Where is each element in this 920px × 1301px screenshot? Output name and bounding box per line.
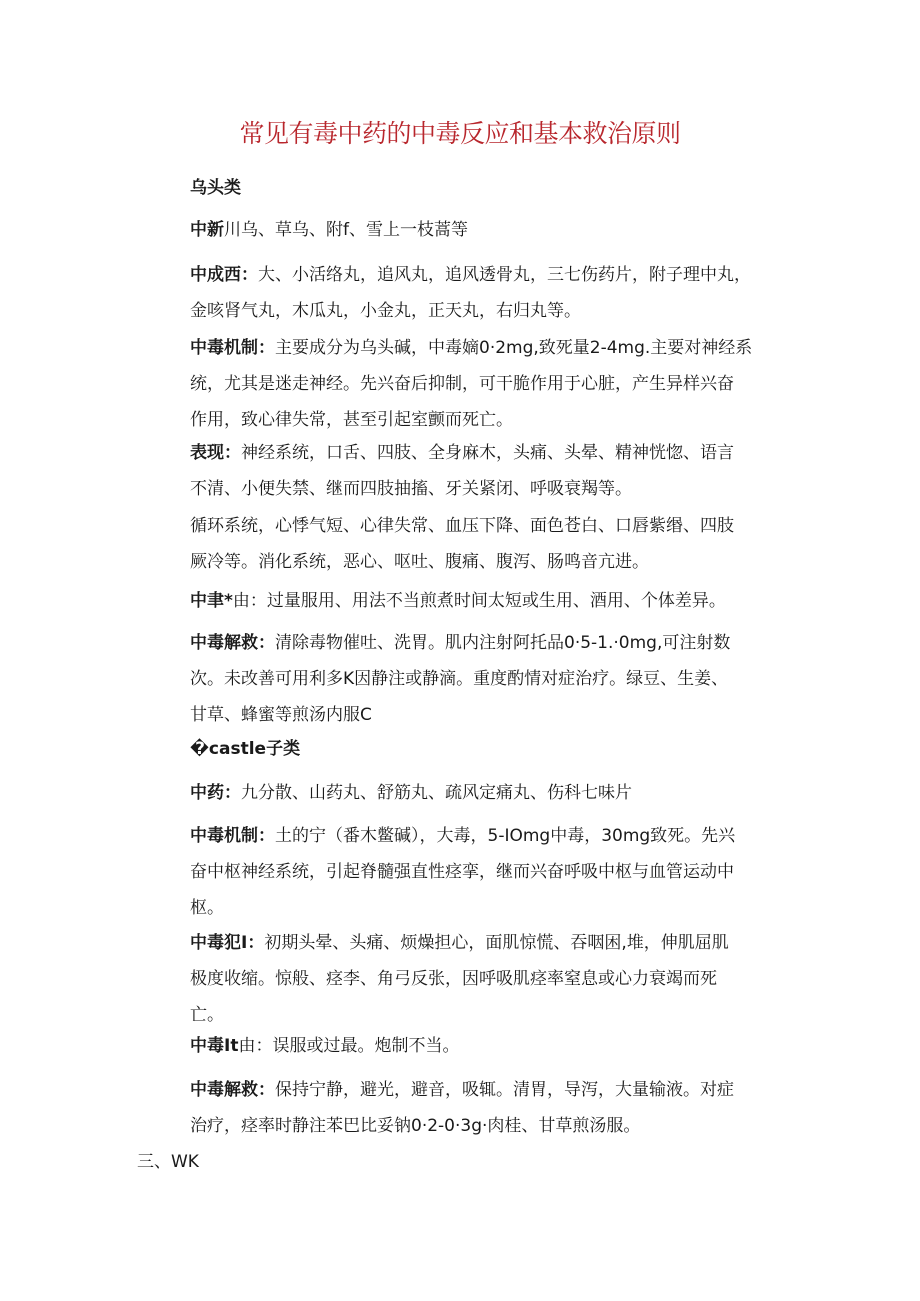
paragraph-cause-2 — [190, 1028, 800, 1064]
document-title: 常见有毒中药的中毒反应和基本救治原则 — [239, 119, 681, 148]
paragraph-label: 中毒It — [190, 1036, 239, 1056]
paragraph-line: 中毒解救：保持宁静，避光，避音，吸辄。清胃，导泻，大量输液。对症 — [190, 1080, 734, 1100]
paragraph-line: 中毒解救：清除毒物催吐、洗胃。肌内注射阿托品0·5-1.·0mg,可注射数 — [190, 633, 731, 653]
paragraph-label: 中毒机制： — [190, 826, 275, 846]
paragraph-line: 不清、小便失禁、继而四肢抽搐、牙关紧闭、呼吸衰羯等。 — [190, 479, 632, 499]
paragraph-line: 作用，致心律失常，甚至引起室颤而死亡。 — [190, 410, 513, 430]
paragraph-label: 中毒解救： — [190, 1080, 275, 1100]
section-number-three: 三、WK — [137, 1152, 199, 1172]
section-heading-aconite: 乌头类 — [190, 178, 241, 198]
paragraph-circulatory — [190, 508, 800, 580]
paragraph-label: 中毒犯I： — [190, 933, 265, 953]
paragraph-label: 表现： — [190, 443, 241, 463]
paragraph-medicines — [190, 775, 800, 811]
paragraph-line: 金咳肾气丸，木瓜丸，小金丸，正天丸，右归丸等。 — [190, 301, 581, 321]
paragraph-toxic-mechanism — [190, 330, 800, 438]
paragraph-line: 极度收缩。惊般、痉李、角弓反张，因呼吸肌痉率窒息或心力衰竭而死 — [190, 969, 717, 989]
paragraph-toxic-mechanism-2 — [190, 818, 800, 926]
paragraph-patent-medicines — [190, 257, 800, 329]
paragraph-line: 厥冷等。消化系统，恶心、呕吐、腹痛、腹泻、肠鸣音亢进。 — [190, 552, 649, 572]
paragraph-line: 次。未改善可用利多K因静注或静滴。重度酌情对症治疗。绿豆、生姜、 — [190, 669, 729, 689]
paragraph-line: 亡。 — [190, 1005, 224, 1025]
paragraph-line: 治疗，痉率时静注苯巴比妥钠0·2-0·3g·肉桂、甘草煎汤服。 — [190, 1116, 641, 1136]
paragraph-symptoms — [190, 435, 800, 507]
paragraph-label: 中毒解救： — [190, 633, 275, 653]
paragraph-line: 统，尤其是迷走神经。先兴奋后抑制，可干脆作用于心脏，产生异样兴奋 — [190, 374, 734, 394]
paragraph-line: 奋中枢神经系统，引起脊髓强直性痉挛，继而兴奋呼吸中枢与血管运动中 — [190, 862, 734, 882]
paragraph-line: 枢。 — [190, 898, 224, 918]
paragraph-symptoms-2 — [190, 925, 800, 1033]
paragraph-cause — [190, 583, 800, 619]
paragraph-line: 中聿*由：过量服用、用法不当煎煮时间太短或生用、酒用、个体差异。 — [190, 591, 726, 611]
paragraph-label: 中新 — [190, 220, 224, 240]
paragraph-line: 中新川乌、草乌、附f、雪上一枝蒿等 — [190, 220, 468, 240]
paragraph-label: 中毒机制： — [190, 338, 275, 358]
paragraph-line: 中药：九分散、山药丸、舒筋丸、疏风定痛丸、伤科七味片 — [190, 783, 632, 803]
paragraph-herbs — [190, 212, 800, 248]
paragraph-line: 中毒It由：误服或过最。炮制不当。 — [190, 1036, 460, 1056]
paragraph-treatment-2 — [190, 1072, 800, 1144]
section-heading-strychnos: �castle子类 — [190, 739, 301, 759]
paragraph-line: 中毒犯I：初期头晕、头痛、烦燥担心，面肌惊慌、吞咽困,堆，伸肌屈肌 — [190, 933, 729, 953]
paragraph-line: 循环系统，心悸气短、心律失常、血压下降、面色苍白、口唇紫缗、四肢 — [190, 516, 734, 536]
paragraph-line: 中毒机制：主要成分为乌头碱，中毒嫡0·2mg,致死量2-4mg.主要对神经系 — [190, 338, 753, 358]
paragraph-label: 中药： — [190, 783, 241, 803]
paragraph-line: 中成西：大、小活络丸，追风丸，追风透骨丸，三七伤药片，附子理中丸， — [190, 265, 751, 285]
paragraph-treatment — [190, 625, 800, 733]
paragraph-line: 表现：神经系统，口舌、四肢、全身麻木，头痛、头晕、精神恍惚、语言 — [190, 443, 734, 463]
paragraph-line: 甘草、蜂蜜等煎汤内服C — [190, 705, 372, 725]
paragraph-label: 中聿* — [190, 591, 233, 611]
paragraph-line: 中毒机制：土的宁（番木鳖碱），大毒，5-IOmg中毒，30mg致死。先兴 — [190, 826, 736, 846]
paragraph-label: 中成西： — [190, 265, 258, 285]
